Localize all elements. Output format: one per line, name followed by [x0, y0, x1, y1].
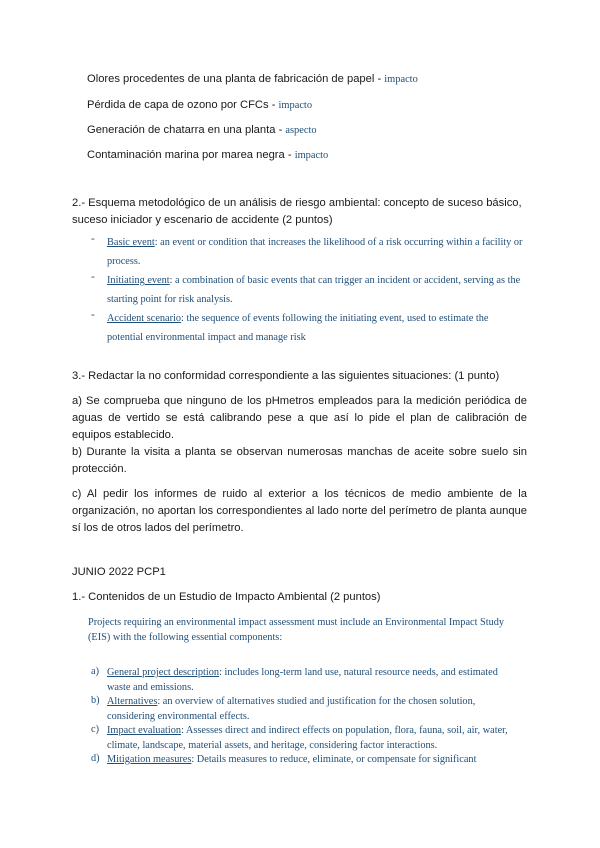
term: Impact evaluation [107, 725, 182, 736]
term: Mitigation measures [107, 754, 192, 765]
classification-item: Contaminación marina por marea negra - impacto [87, 149, 329, 161]
eis-list-item: d) Mitigation measures: Details measures to reduce, eliminate, or compensate for significant [91, 753, 477, 765]
eis-list-item: a) General project description: includes long-term land use, natural resource needs, and estimated waste and emissions. [91, 666, 498, 693]
q3-situation-b: b) Durante la visita a planta se observan numerosas manchas de aceite sobre suelo sin protección. [72, 446, 527, 475]
q2-list-item: - Initiating event: a combination of basic events that can trigger an incident or accident, serving as the starting point for risk analysis. [91, 271, 521, 305]
exam-heading: JUNIO 2022 PCP1 [72, 566, 166, 578]
q3-situation-a: a) Se comprueba que ninguno de los pHmetros empleados para la medición periódica de aguas de vertido se está calibrando pese a que así lo pide el plan de calibración de equipos establecido. [72, 395, 527, 441]
bullet-dash: - [91, 309, 95, 321]
q2-list-item: - Basic event: an event or condition that increases the likelihood of a risk occurring within a facility or process. [91, 233, 523, 267]
item-number: c) [91, 724, 99, 735]
classification-answer: impacto [384, 74, 418, 85]
question-3-title: 3.- Redactar la no conformidad correspondiente a las siguientes situaciones: (1 punto) [72, 370, 500, 382]
item-number: b) [91, 695, 100, 706]
classification-answer: impacto [294, 150, 329, 161]
exam-question-1-title: 1.- Contenidos de un Estudio de Impacto Ambiental (2 puntos) [72, 591, 381, 603]
classification-item: Generación de chatarra en una planta - aspecto [87, 124, 317, 136]
q2-list-item: - Accident scenario: the sequence of events following the initiating event, used to estimate the potential environmental impact and manage risk [91, 309, 489, 343]
term: Alternatives [107, 696, 158, 707]
term: General project description [107, 667, 220, 678]
classification-item: Olores procedentes de una planta de fabricación de papel - impacto [87, 73, 418, 85]
classification-answer: impacto [278, 100, 313, 111]
eis-list-item: c) Impact evaluation: Assesses direct and indirect effects on population, flora, fauna, soil, air, water, climate, landscape, material assets, and heritage, considering factor interactions. [91, 724, 508, 751]
question-2-title: 2.- Esquema metodológico de un análisis de riesgo ambiental: concepto de suceso básico, suceso iniciador y escenario de accidente (2 puntos) [72, 197, 522, 226]
q3-situation-c: c) Al pedir los informes de ruido al exterior a los técnicos de medio ambiente de la organización, no aportan los correspondientes al lado norte del perímetro de planta aunque sí los de otros lados del perímetro. [72, 488, 527, 534]
item-number: a) [91, 666, 99, 677]
classification-item: Pérdida de capa de ozono por CFCs - impacto [87, 99, 313, 111]
classification-answer: aspecto [285, 125, 317, 136]
item-number: d) [91, 753, 100, 764]
term: Basic event [107, 237, 155, 248]
bullet-dash: - [91, 233, 95, 245]
term: Accident scenario [107, 313, 182, 324]
eis-intro: Projects requiring an environmental impact assessment must include an Environmental Impact Study (EIS) with the following essential components: [88, 617, 505, 643]
term: Initiating event [107, 275, 170, 286]
eis-list-item: b) Alternatives: an overview of alternatives studied and justification for the chosen solution, considering environmental effects. [91, 695, 476, 722]
bullet-dash: - [91, 271, 95, 283]
